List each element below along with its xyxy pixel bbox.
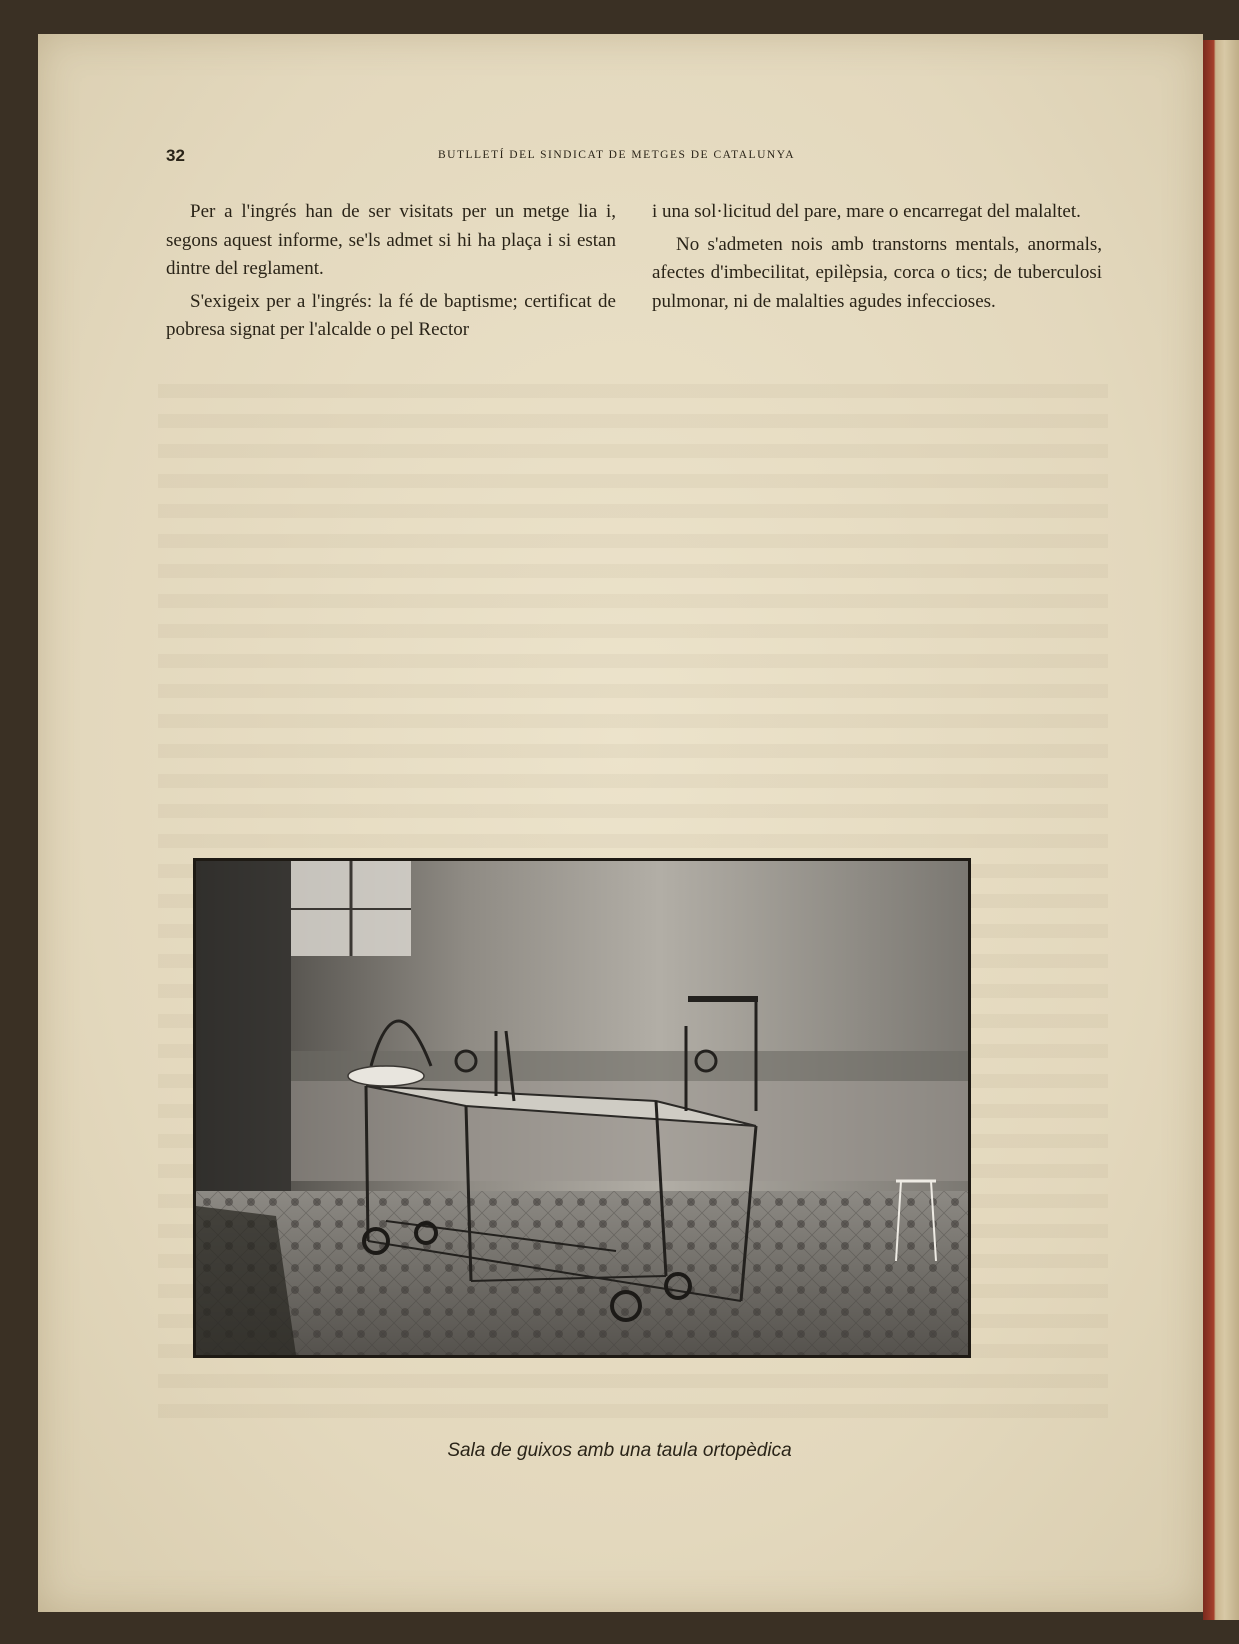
book-edge xyxy=(1203,40,1239,1620)
right-column xyxy=(652,198,1102,320)
figure-caption: Sala de guixos amb una taula ortopèdica xyxy=(447,1440,792,1461)
paragraph: i una sol·licitud del pare, mare o encarregat del malaltet. xyxy=(652,201,1081,222)
figure-photo xyxy=(193,858,971,1358)
left-column xyxy=(166,198,616,349)
paragraph: S'exigeix per a l'ingrés: la fé de baptisme; certificat de pobresa signat per l'alcalde o pel Rector xyxy=(166,290,616,340)
running-head xyxy=(38,146,1203,166)
paragraph: No s'admeten nois amb transtorns mentals, anormals, afectes d'imbecilitat, epilèpsia, corca o tics; de tuberculosi pulmonar, ni de malalties agudes infeccioses. xyxy=(652,233,1102,312)
journal-title: BUTLLETÍ DEL SINDICAT DE METGES DE CATALUNYA xyxy=(438,149,796,161)
page-number: 32 xyxy=(166,146,185,165)
paragraph: Per a l'ingrés han de ser visitats per un metge lia i, segons aquest informe, se'ls admet si hi ha plaça i si estan dintre del reglament. xyxy=(166,201,616,279)
document-page xyxy=(38,34,1203,1612)
